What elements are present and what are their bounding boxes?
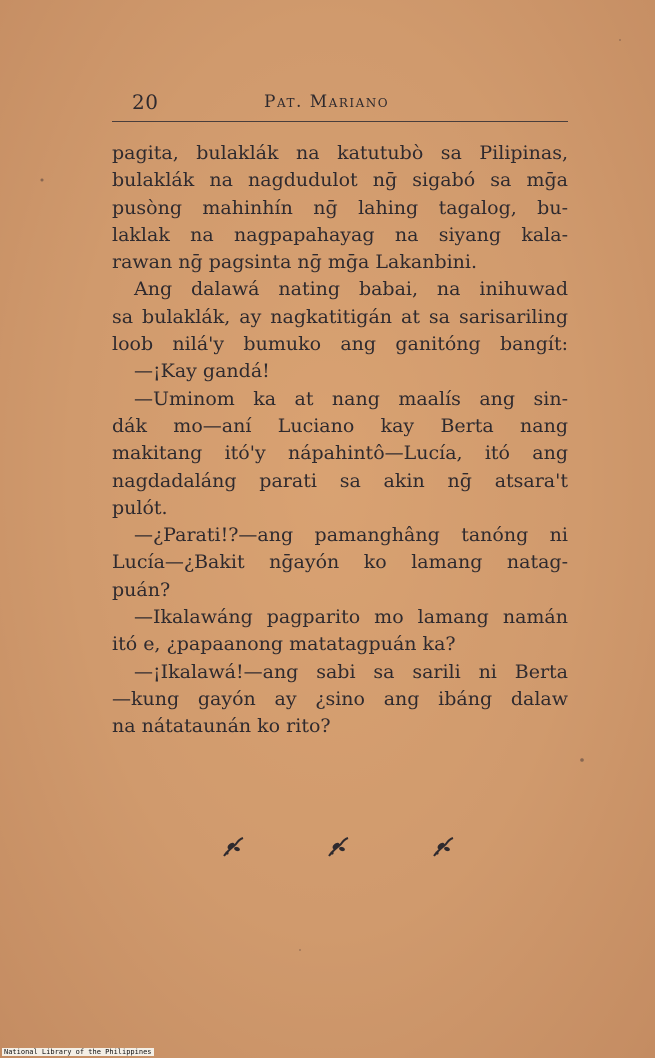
running-head: Pat. Mariano <box>264 92 390 112</box>
fleuron-icon <box>428 832 458 862</box>
text-line: —kung gayón ay ¿sino ang ibáng dalaw <box>112 687 568 710</box>
page-header <box>112 90 568 120</box>
fleuron-icon <box>323 832 353 862</box>
text-line: puán? <box>112 578 171 601</box>
text-line: pulót. <box>112 496 168 519</box>
text-line: sa bulaklák, ay nagkatitigán at sa sarisariling <box>112 305 568 328</box>
text-line: laklak na nagpapahayag na siyang kala- <box>112 223 568 246</box>
text-line: pagita, bulaklák na katutubò sa Pilipinas, <box>112 142 568 164</box>
text-line: pusòng mahinhín nḡ lahing tagalog, bu- <box>112 196 568 219</box>
text-line: dák mo—aní Luciano kay Berta nang <box>112 414 568 437</box>
text-line: —Uminom ka at nang maalís ang sin- <box>134 387 568 410</box>
library-credit: National Library of the Philippines <box>4 1048 152 1056</box>
header-rule <box>112 121 568 122</box>
ornament-row <box>218 832 458 862</box>
text-line: itó e, ¿papaanong matatagpuán ka? <box>112 633 456 656</box>
text-line: na nátataunán ko rito? <box>112 715 331 738</box>
text-line: Ang dalawá nating babai, na inihuwad <box>134 278 568 301</box>
text-line: rawan nḡ pagsinta nḡ mḡa Lakanbini. <box>112 251 478 274</box>
text-line: makitang itó'y nápahintô—Lucía, itó ang <box>112 442 568 465</box>
text-line: —Ikalawáng pagparito mo lamang namán <box>134 606 568 629</box>
text-line: nagdadaláng parati sa akin nḡ atsara't <box>112 469 568 492</box>
text-line: —¡Kay gandá! <box>134 360 270 383</box>
text-line: —¿Parati!?—ang pamanghâng tanóng ni <box>134 524 568 547</box>
body-text <box>112 140 568 741</box>
text-line: bulaklák na nagdudulot nḡ sigabó sa mḡa <box>112 169 568 192</box>
page-number: 20 <box>132 90 159 114</box>
text-line: —¡Ikalawá!—ang sabi sa sarili ni Berta <box>134 660 568 683</box>
text-line: Lucía—¿Bakit nḡayón ko lamang natag- <box>112 551 568 574</box>
fleuron-icon <box>218 832 248 862</box>
text-line: loob nilá'y bumuko ang ganitóng bangít: <box>112 333 568 356</box>
